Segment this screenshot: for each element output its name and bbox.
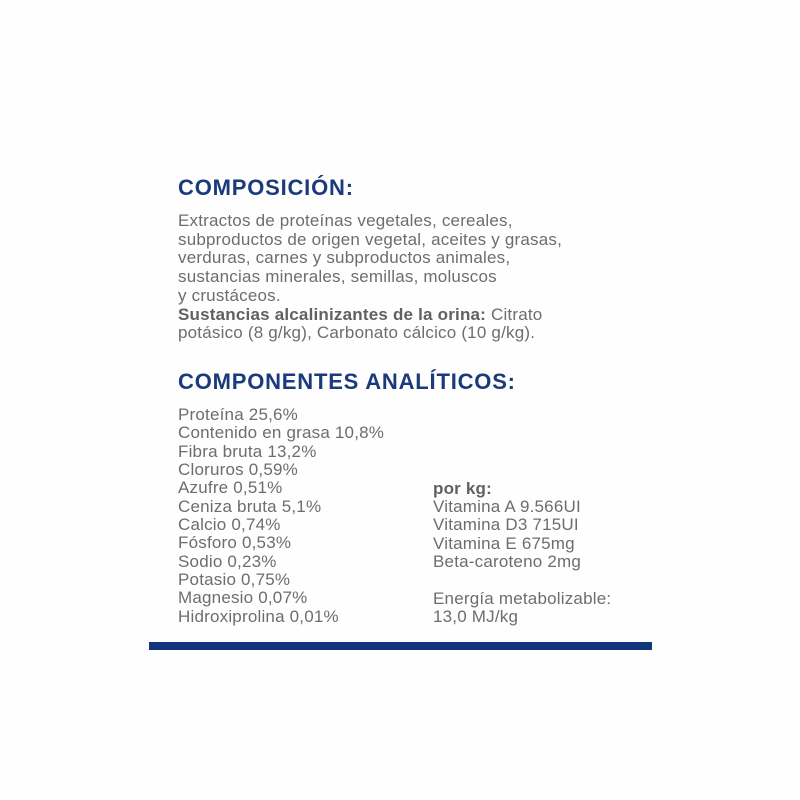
vitamin-item: Beta-caroteno 2mg [433, 551, 581, 571]
analytical-item: Fibra bruta 13,2% [178, 441, 317, 461]
analytical-components-list [178, 406, 384, 626]
analytical-item: Azufre 0,51% [178, 478, 283, 498]
analytical-item: Contenido en grasa 10,8% [178, 423, 385, 443]
metabolizable-energy-value: 13,0 MJ/kg [433, 606, 519, 626]
alkalinizing-substances-line: potásico (8 g/kg), Carbonato cálcico (10 g/kg). [178, 323, 536, 343]
composicion-line: Extractos de proteínas vegetales, cereales, [178, 211, 513, 230]
composicion-line: sustancias minerales, semillas, moluscos [178, 267, 497, 287]
alkalinizing-substances-label: Sustancias alcalinizantes de la orina: [178, 304, 487, 324]
composicion-heading: COMPOSICIÓN: [178, 175, 354, 200]
componentes-analiticos-heading: COMPONENTES ANALÍTICOS: [178, 369, 516, 394]
analytical-item: Potasio 0,75% [178, 570, 291, 590]
analytical-item: Hidroxiprolina 0,01% [178, 606, 339, 626]
composicion-line: verduras, carnes y subproductos animales, [178, 248, 511, 268]
column-spacer [433, 571, 611, 589]
composicion-line: subproductos de origen vegetal, aceites y grasas, [178, 229, 563, 249]
divider-bar [149, 642, 652, 650]
per-kg-column [433, 480, 611, 627]
analytical-item: Cloruros 0,59% [178, 460, 298, 480]
per-kg-label: por kg: [433, 478, 493, 498]
vitamin-item: Vitamina A 9.566UI [433, 496, 581, 516]
vitamin-item: Vitamina D3 715UI [433, 515, 579, 535]
analytical-item: Fósforo 0,53% [178, 533, 292, 553]
composicion-text [178, 212, 562, 343]
analytical-item: Proteína 25,6% [178, 405, 298, 424]
vitamin-item: Vitamina E 675mg [433, 533, 575, 553]
composicion-line: y crustáceos. [178, 285, 281, 305]
alkalinizing-substances-rest: Citrato [486, 304, 543, 324]
analytical-item: Sodio 0,23% [178, 551, 277, 571]
analytical-item: Calcio 0,74% [178, 515, 281, 535]
metabolizable-energy-label: Energía metabolizable: [433, 588, 612, 608]
analytical-item: Ceniza bruta 5,1% [178, 496, 322, 516]
alkalinizing-substances-line [178, 306, 562, 325]
analytical-item: Magnesio 0,07% [178, 588, 308, 608]
